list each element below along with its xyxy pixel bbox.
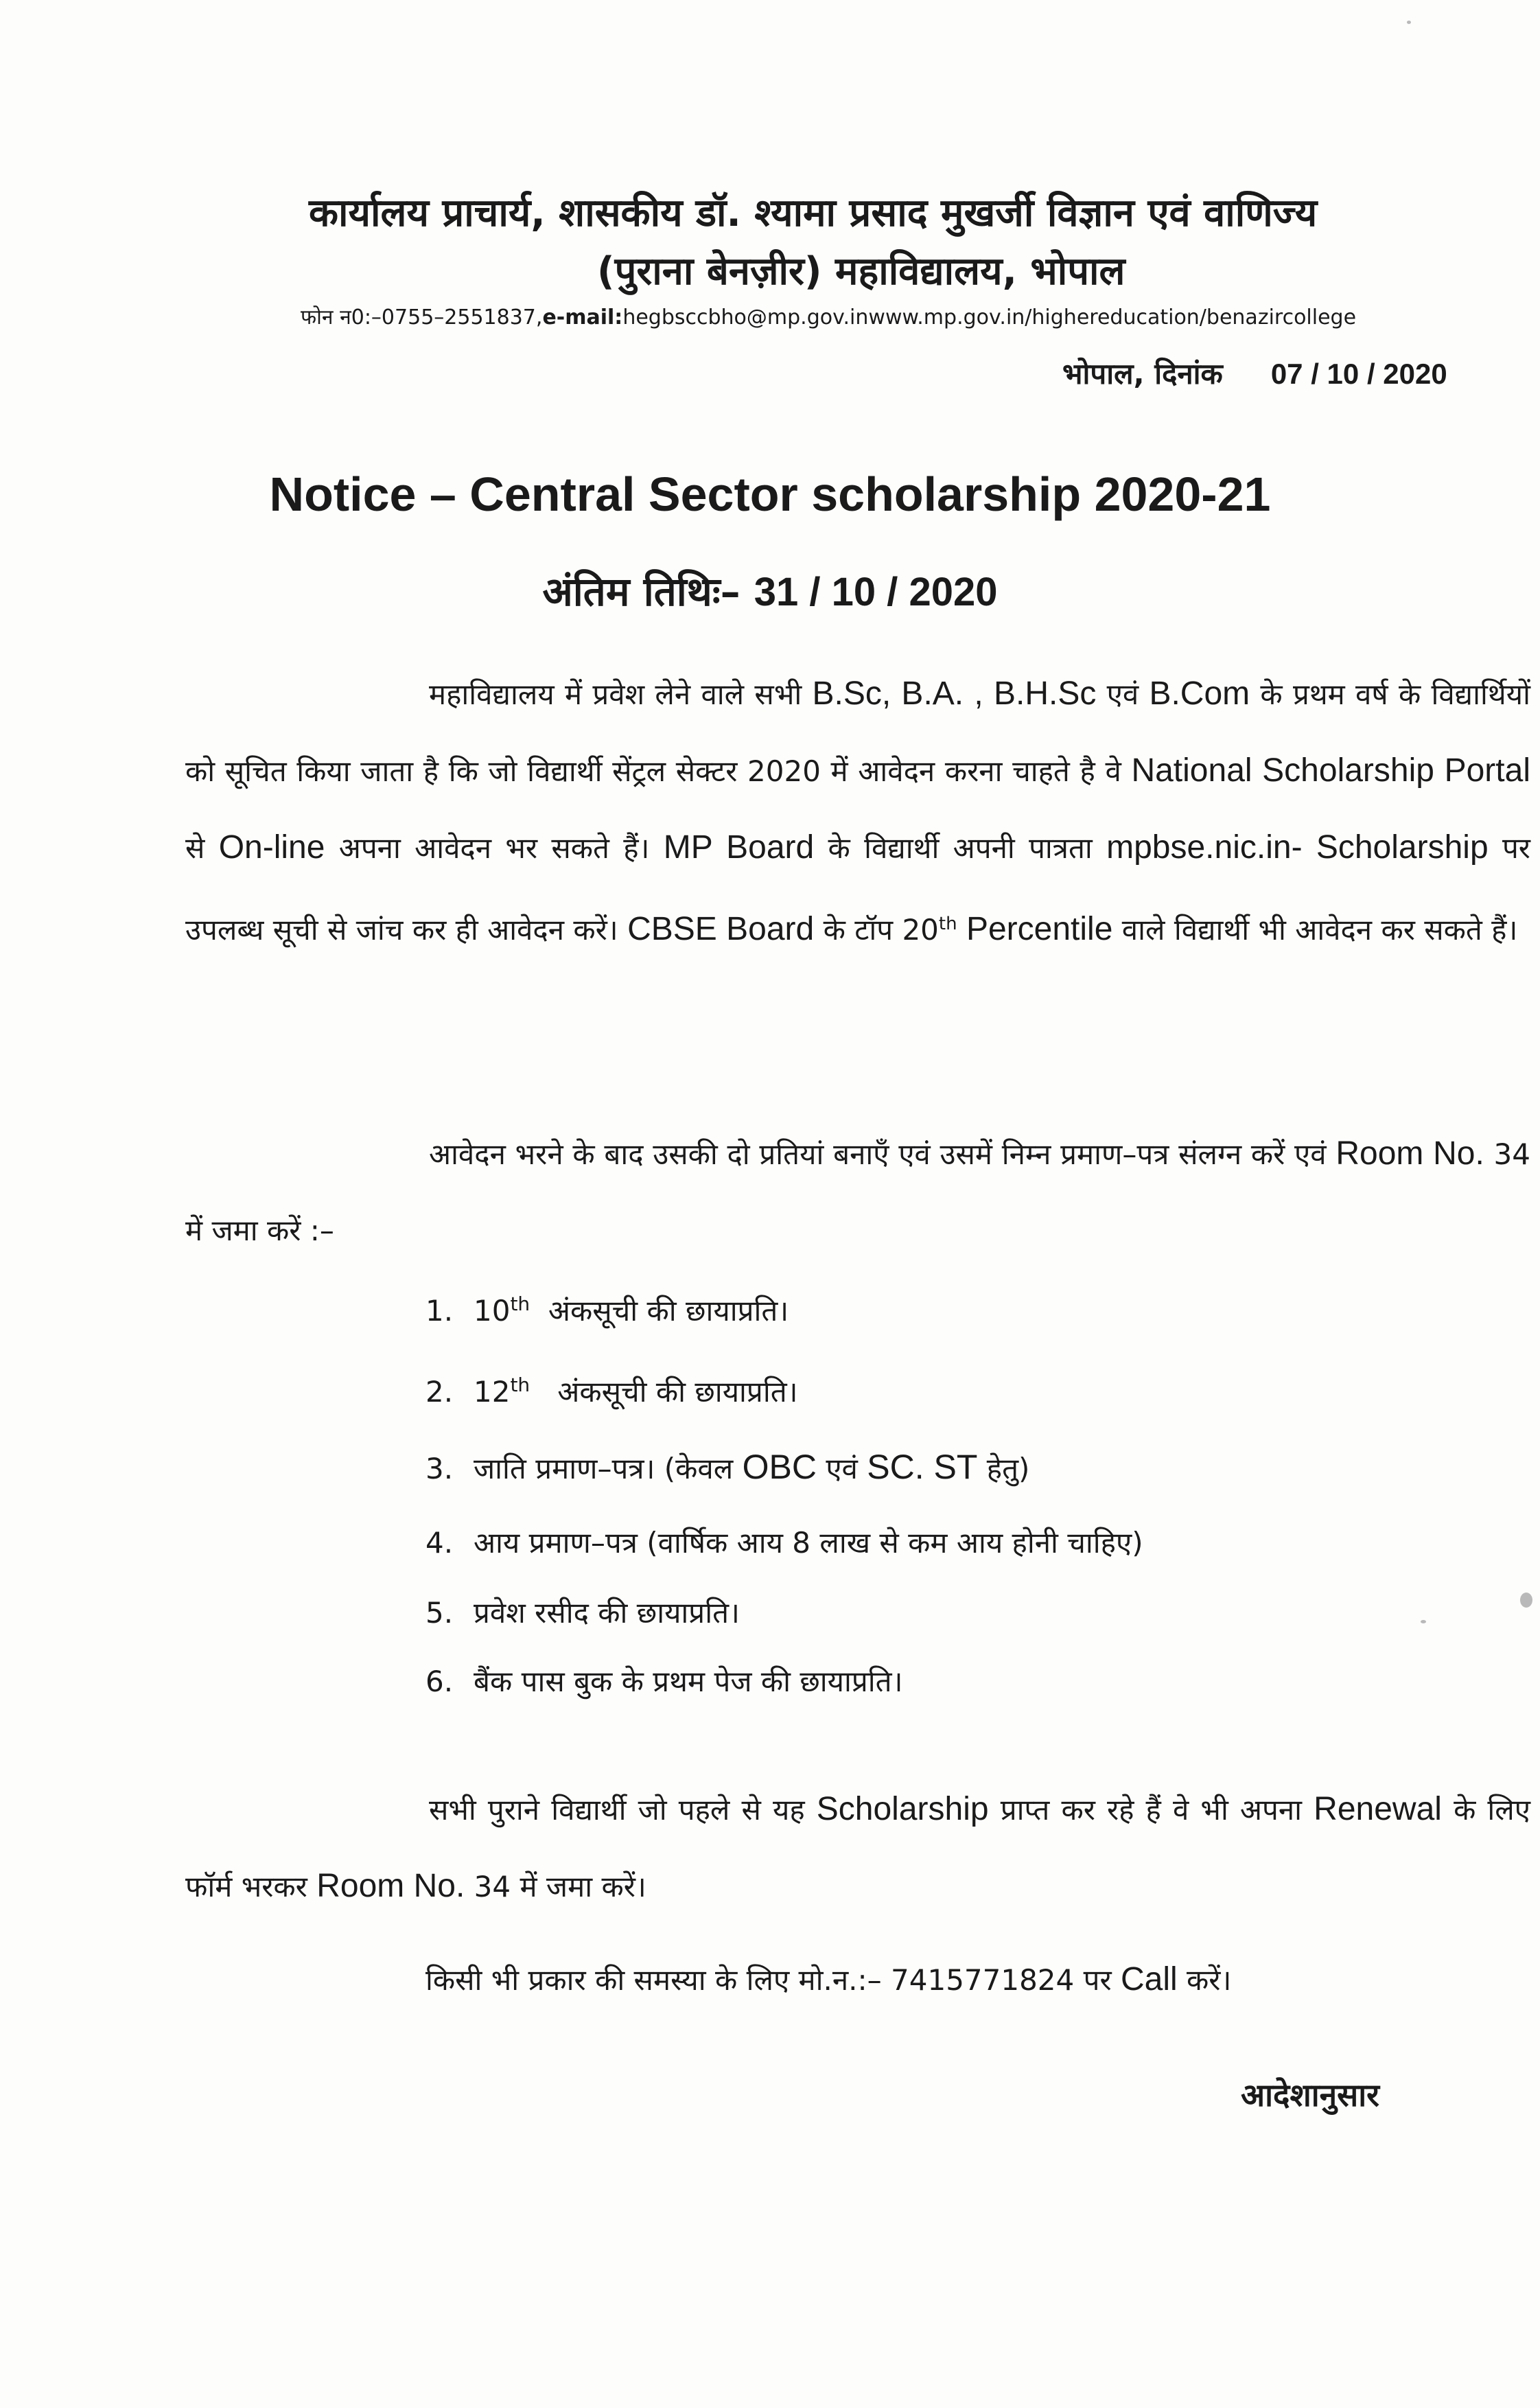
office-name: कार्यालय प्राचार्य, शासकीय डॉ. श्यामा प्रसाद मुखर्जी विज्ञान एवं वाणिज्य	[309, 191, 1318, 235]
text-run: MP Board	[663, 829, 815, 866]
date-label: भोपाल, दिनांक	[1062, 357, 1223, 391]
text-run: 34 में जमा करें।	[474, 1870, 646, 1903]
text-run: 34 में जमा करें :–	[185, 1137, 1530, 1247]
email-and-website: hegbsccbho@mp.gov.inwww.mp.gov.in/highereducation/benazircollege	[622, 305, 1357, 329]
text-run: पर उपलब्ध सूची से जांच कर ही आवेदन करें।	[185, 831, 1530, 947]
text-run: एवं	[1106, 678, 1139, 711]
item-text: प्रवेश रसीद की छायाप्रति।	[474, 1596, 740, 1630]
superscript: th	[938, 914, 957, 934]
contact-info	[301, 302, 1356, 330]
text-run: करें।	[1187, 1963, 1232, 1997]
text-run: सभी पुराने विद्यार्थी जो पहले से यह	[429, 1793, 805, 1827]
item-prefix: 10	[474, 1294, 511, 1328]
list-item	[425, 1371, 798, 1411]
text-run: के टॉप 20	[823, 913, 939, 947]
paragraph-submission	[185, 1115, 1530, 1269]
item-number: 3.	[425, 1452, 454, 1485]
text-run: महाविद्यालय में प्रवेश लेने वाले सभी	[429, 678, 802, 711]
email-label: e-mail:	[542, 305, 623, 329]
paragraph-contact	[425, 1960, 1231, 1999]
last-date	[0, 563, 1540, 617]
item-text: हेतु)	[986, 1452, 1030, 1485]
signature-by-order: आदेशानुसार	[1241, 2076, 1379, 2114]
item-text: जाति प्रमाण–पत्र। (केवल	[474, 1452, 734, 1485]
date-value: 07 / 10 / 2020	[1270, 358, 1447, 390]
text-run: के लिए फॉर्म भरकर	[185, 1793, 1531, 1903]
superscript: th	[510, 1374, 530, 1396]
text-run: Percentile	[966, 911, 1113, 947]
list-item	[425, 1661, 903, 1700]
item-text: आय प्रमाण–पत्र (वार्षिक आय 8 लाख से कम आय होनी चाहिए)	[474, 1526, 1143, 1560]
scan-speck	[1520, 1593, 1532, 1608]
item-number: 4.	[425, 1526, 454, 1560]
item-number: 2.	[425, 1375, 454, 1409]
list-item	[425, 1523, 1143, 1562]
item-text-en: SC. ST	[867, 1448, 978, 1486]
text-run: के प्रथम वर्ष के विद्यार्थियों को सूचित किया जाता है कि जो विद्यार्थी सेंट्रल सेक्टर 2020 में आवेदन करना चाहते है वे	[185, 678, 1530, 788]
text-run: On-line	[218, 829, 325, 866]
text-run: B.Sc, B.A. , B.H.Sc	[812, 675, 1097, 712]
text-run: के विद्यार्थी अपनी पात्रता	[828, 831, 1093, 865]
text-run: Room No.	[316, 1868, 465, 1904]
issue-date	[1062, 354, 1447, 393]
text-run: Renewal	[1314, 1791, 1442, 1827]
paragraph-eligibility	[185, 656, 1530, 968]
last-date-value: 31 / 10 / 2020	[754, 570, 998, 614]
text-run: Room No.	[1335, 1135, 1484, 1172]
notice-title: Notice – Central Sector scholarship 2020-21	[269, 467, 1271, 521]
scan-speck	[1421, 1620, 1426, 1623]
phone-label: फोन न0:–0755–2551837,	[301, 305, 543, 329]
list-item	[425, 1290, 789, 1330]
superscript: th	[510, 1293, 530, 1315]
scan-speck	[1407, 21, 1411, 24]
item-text: अंकसूची की छायाप्रति।	[548, 1294, 789, 1328]
item-number: 5.	[425, 1596, 454, 1630]
list-item	[425, 1447, 1029, 1487]
text-run: National Scholarship Portal	[1131, 752, 1530, 789]
item-number: 6.	[425, 1665, 454, 1698]
item-text: अंकसूची की छायाप्रति।	[557, 1375, 798, 1409]
text-run: Call	[1121, 1961, 1178, 1998]
college-name: (पुराना बेनज़ीर) महाविद्यालय, भोपाल	[597, 249, 1125, 294]
item-text: बैंक पास बुक के प्रथम पेज की छायाप्रति।	[474, 1665, 903, 1698]
text-run: से	[185, 831, 205, 865]
item-number: 1.	[425, 1294, 454, 1328]
item-prefix: 12	[474, 1375, 511, 1409]
item-text: एवं	[826, 1452, 858, 1485]
text-run: वाले विद्यार्थी भी आवेदन कर सकते हैं।	[1121, 913, 1518, 947]
paragraph-renewal	[185, 1771, 1530, 1925]
text-run: आवेदन भरने के बाद उसकी दो प्रतियां बनाएँ एवं उसमें निम्न प्रमाण–पत्र संलग्न करें एवं	[429, 1137, 1327, 1171]
last-date-label: अंतिम तिथिः–	[542, 568, 740, 615]
text-run: CBSE Board	[627, 911, 815, 947]
text-run: Scholarship	[816, 1791, 989, 1827]
text-run: प्राप्त कर रहे हैं वे भी अपना	[1000, 1793, 1303, 1827]
text-run: B.Com	[1149, 675, 1250, 712]
text-run: mpbse.nic.in- Scholarship	[1106, 829, 1489, 866]
list-item	[425, 1593, 740, 1632]
text-run: अपना आवेदन भर सकते हैं।	[338, 831, 650, 865]
text-run: किसी भी प्रकार की समस्या के लिए मो.न.:– 7415771824 पर	[425, 1963, 1112, 1997]
item-text-en: OBC	[742, 1448, 817, 1486]
